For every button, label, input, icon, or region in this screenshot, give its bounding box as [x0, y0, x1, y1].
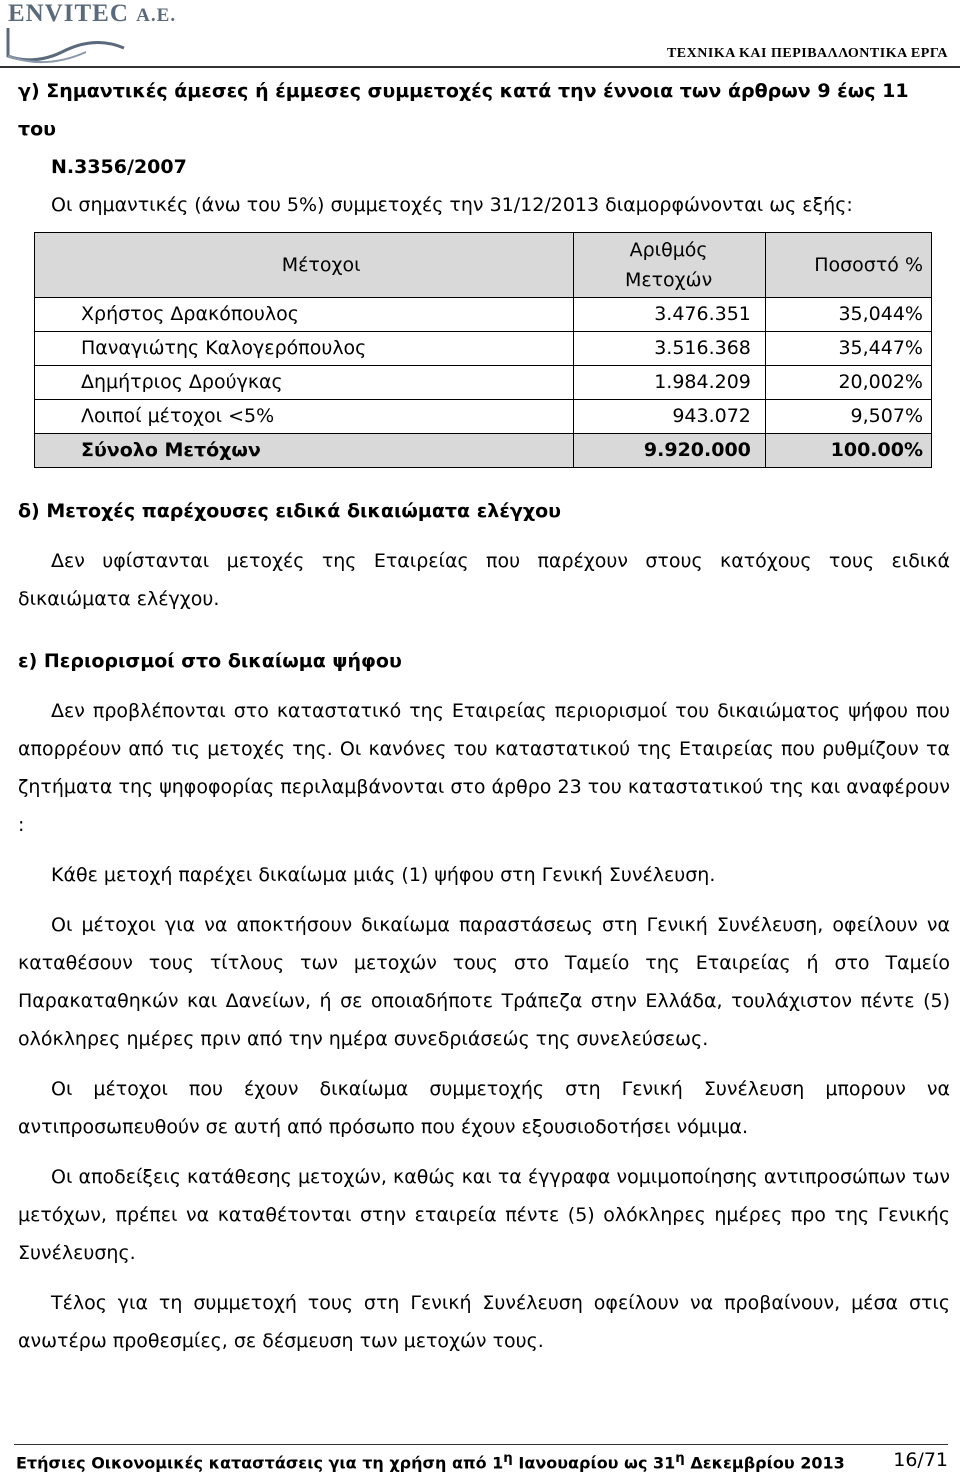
footer-divider	[14, 1444, 948, 1445]
table-row	[35, 332, 932, 366]
section-e-paragraph-6: Τέλος για τη συμμετοχή τους στη Γενική Συνέλευση οφείλουν να προβαίνουν, μέσα στις ανωτέρω προθεσμίες, σε δέσμευση των μετοχών τους.	[18, 1292, 950, 1352]
page-header	[0, 0, 960, 68]
footer-text-c: Δεκεμβρίου 2013	[684, 1453, 845, 1473]
section-d-title: δ) Μετοχές παρέχουσες ειδικά δικαιώματα ελέγχου	[18, 500, 561, 522]
total-name: Σύνολο Μετόχων	[35, 434, 574, 468]
row-percent: 35,447%	[765, 332, 931, 366]
footer-text-a: Ετήσιες Οικονομικές καταστάσεις για τη χρήση από 1	[16, 1453, 504, 1473]
company-suffix: A.E.	[136, 5, 177, 26]
section-g-title	[18, 72, 950, 186]
section-e-paragraph-2: Κάθε μετοχή παρέχει δικαίωμα μιάς (1) ψήφου στη Γενική Συνέλευση.	[51, 864, 716, 886]
shareholders-table	[34, 232, 932, 468]
row-shares: 3.476.351	[574, 298, 766, 332]
company-name: ENVITEC	[8, 0, 129, 27]
total-percent: 100.00%	[765, 434, 931, 468]
page-number: 16/71	[893, 1449, 948, 1471]
page-content	[18, 72, 950, 1360]
section-e-paragraph-4: Οι μέτοχοι που έχουν δικαίωμα συμμετοχής στη Γενική Συνέλευση μπορουν να αντιπροσωπευθούν σε αυτή από πρόσωπο που έχουν εξουσιοδοτήσει νόμιμα.	[18, 1078, 950, 1138]
section-d-body: Δεν υφίστανται μετοχές της Εταιρείας που παρέχουν στους κατόχους τους ειδικά δικαιώματα ελέγχου.	[18, 550, 950, 610]
section-e-paragraph-5: Οι αποδείξεις κατάθεσης μετοχών, καθώς και τα έγγραφα νομιμοποίησης αντιπροσώπων των μετόχων, πρέπει να καταθέτονται στην εταιρεία πέντε (5) ολόκληρες ημέρες προ της Γενικής Συνέλευσης.	[18, 1166, 950, 1264]
section-g-title-line1: γ) Σημαντικές άμεσες ή έμμεσες συμμετοχές κατά την έννοια των άρθρων 9 έως 11 του	[18, 80, 909, 140]
footer-sup-b: η	[675, 1451, 685, 1466]
header-shares-line2: Μετοχών	[624, 269, 713, 291]
section-e-paragraph-3: Οι μέτοχοι για να αποκτήσουν δικαίωμα παραστάσεως στη Γενική Συνέλευση, οφείλουν να καταθέσουν τους τίτλους των μετοχών τους στο Ταμείο της Εταιρείας ή στο Ταμείο Παρακαταθηκών και Δανείων, ή σε οποιαδήποτε Τράπεζα στην Ελλάδα, τουλάχιστον πέντε (5) ολόκληρες ημέρες πριν από την ημέρα συνεδριάσεώς της συνελεύσεως.	[18, 914, 950, 1050]
row-name: Χρήστος Δρακόπουλος	[35, 298, 574, 332]
section-g-intro: Οι σημαντικές (άνω του 5%) συμμετοχές την 31/12/2013 διαμορφώνονται ως εξής:	[51, 194, 853, 216]
table-total-row	[35, 434, 932, 468]
header-shares-line1: Αριθμός	[629, 239, 708, 261]
row-shares: 3.516.368	[574, 332, 766, 366]
footer-text-b: Ιανουαρίου ως 31	[512, 1453, 676, 1473]
table-header-row	[35, 233, 932, 298]
logo-swoosh-icon	[6, 26, 126, 66]
section-e-title: ε) Περιορισμοί στο δικαίωμα ψήφου	[18, 650, 402, 672]
row-percent: 35,044%	[765, 298, 931, 332]
footer-sup-a: η	[503, 1451, 513, 1466]
row-shares: 1.984.209	[574, 366, 766, 400]
header-divider	[0, 66, 960, 68]
header-shareholders: Μέτοχοι	[35, 233, 574, 298]
total-shares: 9.920.000	[574, 434, 766, 468]
row-name: Λοιποί μέτοχοι <5%	[35, 400, 574, 434]
company-logo	[8, 0, 176, 28]
header-percent: Ποσοστό %	[765, 233, 931, 298]
section-g-title-line2: Ν.3356/2007	[51, 156, 187, 178]
row-shares: 943.072	[574, 400, 766, 434]
header-tagline: ΤΕΧΝΙΚΑ ΚΑΙ ΠΕΡΙΒΑΛΛΟΝΤΙΚΑ ΕΡΓΑ	[666, 46, 948, 61]
table-row	[35, 298, 932, 332]
header-shares	[574, 233, 766, 298]
section-e-paragraph-1: Δεν προβλέπονται στο καταστατικό της Εταιρείας περιορισμοί του δικαιώματος ψήφου που απορρέουν από τις μετοχές της. Οι κανόνες του καταστατικού της Εταιρείας που ρυθμίζουν τα ζητήματα της ψηφοφορίας περιλαμβάνονται στο άρθρο 23 του καταστατικού της και αναφέρουν :	[18, 700, 950, 836]
footer-title	[16, 1451, 845, 1472]
row-percent: 9,507%	[765, 400, 931, 434]
row-name: Δημήτριος Δρούγκας	[35, 366, 574, 400]
table-row	[35, 400, 932, 434]
table-row	[35, 366, 932, 400]
row-percent: 20,002%	[765, 366, 931, 400]
row-name: Παναγιώτης Καλογερόπουλος	[35, 332, 574, 366]
